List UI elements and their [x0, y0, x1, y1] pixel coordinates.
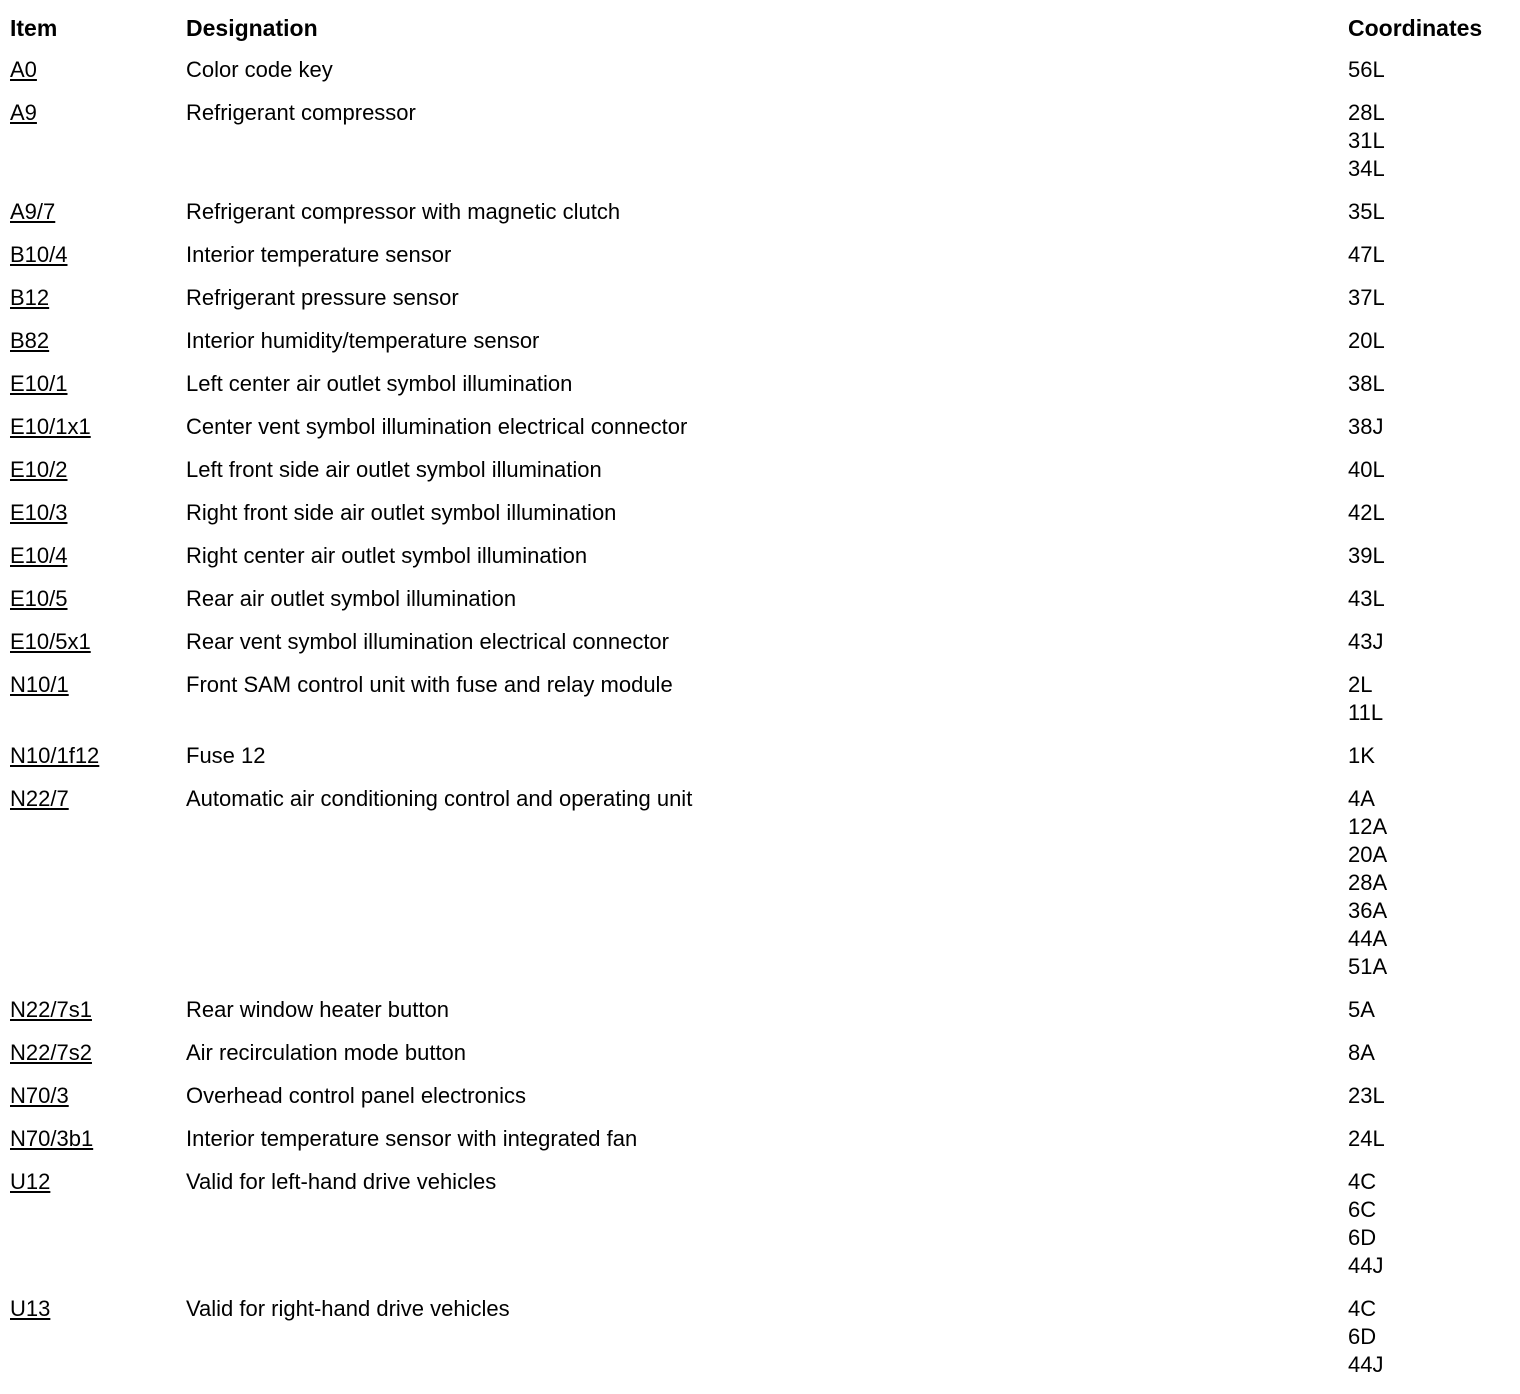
- coordinate-value: 31L: [1348, 128, 1385, 153]
- table-row: [0, 671, 1520, 742]
- table-row: [0, 1082, 1520, 1125]
- coordinate-value: 12A: [1348, 814, 1388, 839]
- item-link[interactable]: A9/7: [10, 199, 56, 224]
- table-row: [0, 198, 1520, 241]
- coordinate-value: 28A: [1348, 870, 1388, 895]
- designation-text: Valid for left-hand drive vehicles: [186, 1169, 497, 1194]
- item-link[interactable]: A9: [10, 100, 37, 125]
- table-row: [0, 1295, 1520, 1394]
- table-row: [0, 327, 1520, 370]
- coordinates-cell: [1348, 585, 1520, 613]
- coordinate-value: 44J: [1348, 1253, 1384, 1278]
- table-row: [0, 996, 1520, 1039]
- coordinate-value: 56L: [1348, 57, 1385, 82]
- coordinates-cell: [1348, 456, 1520, 484]
- coordinates-cell: [1348, 241, 1520, 269]
- designation-text: Air recirculation mode button: [186, 1040, 467, 1065]
- coordinate-value: 6C: [1348, 1197, 1377, 1222]
- coordinate-value: 44J: [1348, 1352, 1384, 1377]
- coordinate-value: 11L: [1348, 700, 1384, 725]
- coordinate-value: 36A: [1348, 898, 1388, 923]
- coordinate-value: 43L: [1348, 586, 1385, 611]
- coordinate-value: 34L: [1348, 156, 1385, 181]
- coordinates-cell: [1348, 1168, 1520, 1280]
- coordinates-cell: [1348, 370, 1520, 398]
- item-link[interactable]: N22/7: [10, 786, 69, 811]
- coordinate-value: 35L: [1348, 199, 1385, 224]
- component-table: [0, 56, 1520, 1394]
- coordinate-value: 44A: [1348, 926, 1388, 951]
- coordinate-value: 37L: [1348, 285, 1385, 310]
- coordinate-value: 6D: [1348, 1225, 1377, 1250]
- item-link[interactable]: N70/3: [10, 1083, 69, 1108]
- coordinates-cell: [1348, 542, 1520, 570]
- coordinates-cell: [1348, 1082, 1520, 1110]
- table-row: [0, 241, 1520, 284]
- table-row: [0, 742, 1520, 785]
- table-row: [0, 1125, 1520, 1168]
- coordinate-value: 47L: [1348, 242, 1385, 267]
- item-link[interactable]: U12: [10, 1169, 51, 1194]
- coordinate-value: 42L: [1348, 500, 1385, 525]
- designation-text: Front SAM control unit with fuse and relay module: [186, 672, 673, 697]
- coordinates-cell: [1348, 327, 1520, 355]
- designation-text: Interior temperature sensor: [186, 242, 452, 267]
- coordinate-value: 8A: [1348, 1040, 1375, 1065]
- designation-text: Rear window heater button: [186, 997, 449, 1022]
- coordinates-cell: [1348, 413, 1520, 441]
- designation-text: Rear vent symbol illumination electrical connector: [186, 629, 669, 654]
- column-header-item: Item: [10, 15, 58, 41]
- column-header-coordinates: Coordinates: [1348, 15, 1483, 41]
- table-row: [0, 1039, 1520, 1082]
- coordinate-value: 5A: [1348, 997, 1375, 1022]
- coordinates-cell: [1348, 99, 1520, 183]
- designation-text: Valid for right-hand drive vehicles: [186, 1296, 510, 1321]
- item-link[interactable]: E10/5x1: [10, 629, 91, 654]
- table-row: [0, 56, 1520, 99]
- table-row: [0, 542, 1520, 585]
- item-link[interactable]: E10/3: [10, 500, 68, 525]
- coordinate-value: 20L: [1348, 328, 1385, 353]
- item-link[interactable]: N22/7s2: [10, 1040, 92, 1065]
- coordinates-cell: [1348, 628, 1520, 656]
- designation-text: Refrigerant compressor: [186, 100, 416, 125]
- item-link[interactable]: B82: [10, 328, 50, 353]
- coordinate-value: 20A: [1348, 842, 1388, 867]
- table-row: [0, 99, 1520, 198]
- designation-text: Rear air outlet symbol illumination: [186, 586, 517, 611]
- designation-text: Overhead control panel electronics: [186, 1083, 526, 1108]
- coordinate-value: 38J: [1348, 414, 1384, 439]
- coordinate-value: 43J: [1348, 629, 1384, 654]
- coordinates-cell: [1348, 284, 1520, 312]
- designation-text: Fuse 12: [186, 743, 266, 768]
- designation-text: Refrigerant pressure sensor: [186, 285, 459, 310]
- coordinates-cell: [1348, 742, 1520, 770]
- coordinates-cell: [1348, 1295, 1520, 1379]
- item-link[interactable]: N70/3b1: [10, 1126, 94, 1151]
- designation-text: Right front side air outlet symbol illumination: [186, 500, 617, 525]
- coordinates-cell: [1348, 785, 1520, 981]
- column-header-designation: Designation: [186, 15, 318, 41]
- item-link[interactable]: E10/1x1: [10, 414, 91, 439]
- table-row: [0, 785, 1520, 996]
- coordinate-value: 4C: [1348, 1169, 1377, 1194]
- table-row: [0, 413, 1520, 456]
- coordinate-value: 23L: [1348, 1083, 1385, 1108]
- coordinate-value: 6D: [1348, 1324, 1377, 1349]
- coordinate-value: 24L: [1348, 1126, 1385, 1151]
- designation-text: Color code key: [186, 57, 333, 82]
- item-link[interactable]: A0: [10, 57, 37, 82]
- coordinates-cell: [1348, 499, 1520, 527]
- designation-text: Center vent symbol illumination electrical connector: [186, 414, 688, 439]
- designation-text: Left center air outlet symbol illumination: [186, 371, 573, 396]
- designation-text: Right center air outlet symbol illumination: [186, 543, 588, 568]
- item-link[interactable]: N10/1: [10, 672, 69, 697]
- coordinate-value: 2L: [1348, 672, 1373, 697]
- coordinates-cell: [1348, 671, 1520, 727]
- coordinate-value: 40L: [1348, 457, 1385, 482]
- item-link[interactable]: U13: [10, 1296, 51, 1321]
- item-link[interactable]: B10/4: [10, 242, 68, 267]
- coordinate-value: 38L: [1348, 371, 1385, 396]
- item-link[interactable]: E10/5: [10, 586, 68, 611]
- table-row: [0, 585, 1520, 628]
- table-row: [0, 456, 1520, 499]
- coordinates-cell: [1348, 56, 1520, 84]
- designation-text: Left front side air outlet symbol illumination: [186, 457, 602, 482]
- table-row: [0, 499, 1520, 542]
- coordinates-cell: [1348, 198, 1520, 226]
- coordinate-value: 4C: [1348, 1296, 1377, 1321]
- table-row: [0, 628, 1520, 671]
- designation-text: Interior temperature sensor with integrated fan: [186, 1126, 638, 1151]
- coordinates-cell: [1348, 1125, 1520, 1153]
- item-link[interactable]: N10/1f12: [10, 743, 100, 768]
- coordinate-value: 28L: [1348, 100, 1385, 125]
- coordinates-cell: [1348, 996, 1520, 1024]
- table-row: [0, 1168, 1520, 1295]
- designation-text: Interior humidity/temperature sensor: [186, 328, 540, 353]
- designation-text: Automatic air conditioning control and operating unit: [186, 786, 693, 811]
- designation-text: Refrigerant compressor with magnetic clutch: [186, 199, 621, 224]
- item-link[interactable]: E10/1: [10, 371, 68, 396]
- item-link[interactable]: N22/7s1: [10, 997, 92, 1022]
- item-link[interactable]: B12: [10, 285, 50, 310]
- coordinates-cell: [1348, 1039, 1520, 1067]
- coordinate-value: 1K: [1348, 743, 1375, 768]
- item-link[interactable]: E10/2: [10, 457, 68, 482]
- item-link[interactable]: E10/4: [10, 543, 68, 568]
- coordinate-value: 51A: [1348, 954, 1388, 979]
- table-header: [0, 14, 1520, 42]
- table-row: [0, 370, 1520, 413]
- coordinate-value: 4A: [1348, 786, 1375, 811]
- table-row: [0, 284, 1520, 327]
- coordinate-value: 39L: [1348, 543, 1385, 568]
